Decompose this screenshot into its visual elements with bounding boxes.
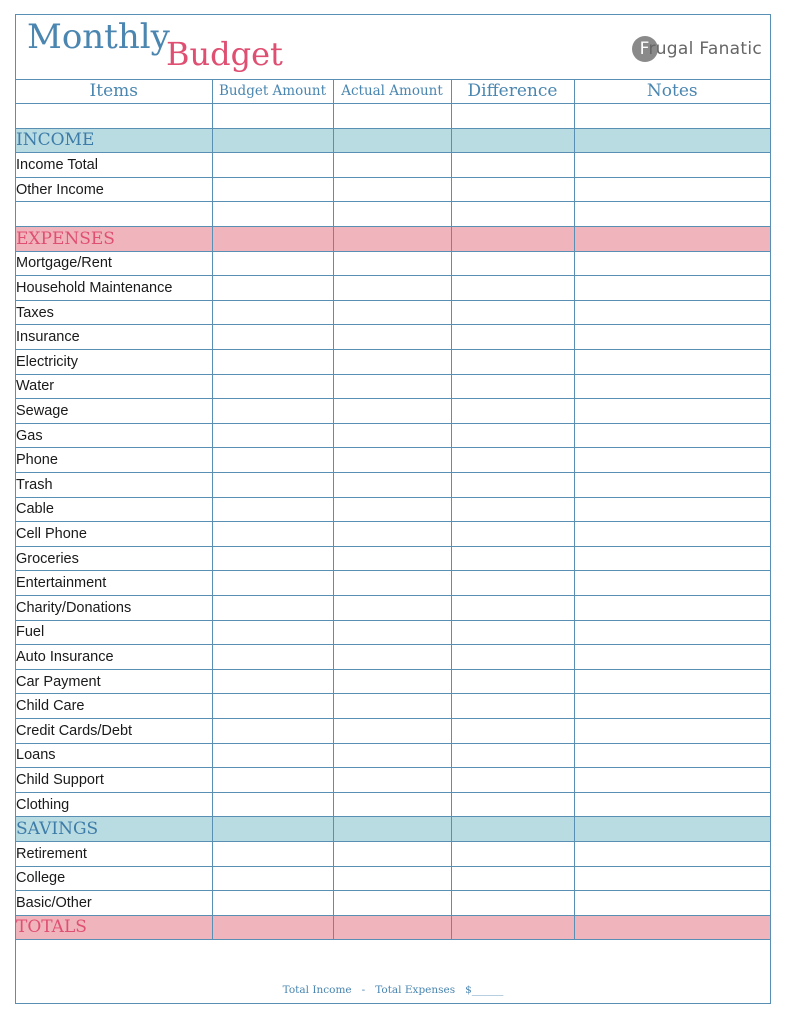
item-label: Fuel bbox=[16, 620, 212, 645]
actual-amount-cell[interactable] bbox=[333, 177, 451, 202]
column-header-difference: Difference bbox=[451, 79, 574, 104]
budget-amount-cell[interactable] bbox=[212, 792, 333, 817]
actual-amount-cell[interactable] bbox=[333, 350, 451, 375]
budget-amount-cell[interactable] bbox=[212, 718, 333, 743]
actual-amount-cell[interactable] bbox=[333, 202, 451, 227]
section-label-income: INCOME bbox=[16, 128, 212, 153]
item-label: Entertainment bbox=[16, 571, 212, 596]
difference-cell[interactable] bbox=[451, 915, 574, 940]
item-label: Groceries bbox=[16, 546, 212, 571]
item-label: Credit Cards/Debt bbox=[16, 718, 212, 743]
notes-cell[interactable] bbox=[574, 325, 770, 350]
actual-amount-cell[interactable] bbox=[333, 669, 451, 694]
item-label: Water bbox=[16, 374, 212, 399]
actual-amount-cell[interactable] bbox=[333, 399, 451, 424]
budget-amount-cell[interactable] bbox=[212, 350, 333, 375]
budget-amount-cell[interactable] bbox=[212, 817, 333, 842]
table-row bbox=[16, 374, 770, 399]
actual-amount-cell[interactable] bbox=[333, 128, 451, 153]
table-row bbox=[16, 497, 770, 522]
budget-amount-cell[interactable] bbox=[212, 448, 333, 473]
section-row-expenses bbox=[16, 227, 770, 252]
notes-cell[interactable] bbox=[574, 841, 770, 866]
item-label: Child Support bbox=[16, 768, 212, 793]
notes-cell[interactable] bbox=[574, 792, 770, 817]
notes-cell[interactable] bbox=[574, 915, 770, 940]
notes-cell[interactable] bbox=[574, 817, 770, 842]
brand-logo bbox=[632, 36, 762, 62]
actual-amount-cell[interactable] bbox=[333, 571, 451, 596]
table-row bbox=[16, 473, 770, 498]
budget-amount-cell[interactable] bbox=[212, 227, 333, 252]
item-label: College bbox=[16, 866, 212, 891]
notes-cell[interactable] bbox=[574, 374, 770, 399]
actual-amount-cell[interactable] bbox=[333, 276, 451, 301]
notes-cell[interactable] bbox=[574, 399, 770, 424]
budget-amount-cell[interactable] bbox=[212, 374, 333, 399]
budget-amount-cell[interactable] bbox=[212, 325, 333, 350]
notes-cell[interactable] bbox=[574, 768, 770, 793]
actual-amount-cell[interactable] bbox=[333, 227, 451, 252]
item-label: Insurance bbox=[16, 325, 212, 350]
table-row bbox=[16, 866, 770, 891]
notes-cell[interactable] bbox=[574, 546, 770, 571]
budget-amount-cell[interactable] bbox=[212, 423, 333, 448]
budget-amount-cell[interactable] bbox=[212, 399, 333, 424]
budget-amount-cell[interactable] bbox=[212, 768, 333, 793]
notes-cell[interactable] bbox=[574, 473, 770, 498]
notes-cell[interactable] bbox=[574, 276, 770, 301]
budget-amount-cell[interactable] bbox=[212, 620, 333, 645]
budget-amount-cell[interactable] bbox=[212, 595, 333, 620]
difference-cell[interactable] bbox=[451, 128, 574, 153]
notes-cell[interactable] bbox=[574, 202, 770, 227]
notes-cell[interactable] bbox=[574, 522, 770, 547]
item-label: Basic/Other bbox=[16, 891, 212, 916]
section-row-income bbox=[16, 128, 770, 153]
item-label: Auto Insurance bbox=[16, 645, 212, 670]
table-row bbox=[16, 620, 770, 645]
footer-dollar-blank: $______ bbox=[465, 984, 504, 996]
footer-minus: - bbox=[361, 984, 366, 996]
actual-amount-cell[interactable] bbox=[333, 891, 451, 916]
budget-amount-cell[interactable] bbox=[212, 866, 333, 891]
budget-amount-cell[interactable] bbox=[212, 546, 333, 571]
actual-amount-cell[interactable] bbox=[333, 473, 451, 498]
notes-cell[interactable] bbox=[574, 153, 770, 178]
difference-cell[interactable] bbox=[451, 669, 574, 694]
actual-amount-cell[interactable] bbox=[333, 497, 451, 522]
difference-cell[interactable] bbox=[451, 276, 574, 301]
item-label: Clothing bbox=[16, 792, 212, 817]
budget-amount-cell[interactable] bbox=[212, 522, 333, 547]
budget-amount-cell[interactable] bbox=[212, 177, 333, 202]
actual-amount-cell[interactable] bbox=[333, 104, 451, 129]
item-label: Car Payment bbox=[16, 669, 212, 694]
section-label-savings: SAVINGS bbox=[16, 817, 212, 842]
notes-cell[interactable] bbox=[574, 128, 770, 153]
difference-cell[interactable] bbox=[451, 595, 574, 620]
notes-cell[interactable] bbox=[574, 423, 770, 448]
item-label: Taxes bbox=[16, 300, 212, 325]
section-row-savings bbox=[16, 817, 770, 842]
actual-amount-cell[interactable] bbox=[333, 866, 451, 891]
item-label: Gas bbox=[16, 423, 212, 448]
notes-cell[interactable] bbox=[574, 595, 770, 620]
difference-cell[interactable] bbox=[451, 448, 574, 473]
difference-cell[interactable] bbox=[451, 399, 574, 424]
item-label: Trash bbox=[16, 473, 212, 498]
table-row bbox=[16, 177, 770, 202]
section-label-totals: TOTALS bbox=[16, 915, 212, 940]
budget-sheet bbox=[15, 14, 771, 1004]
footer-total-expenses: Total Expenses bbox=[375, 984, 456, 996]
actual-amount-cell[interactable] bbox=[333, 325, 451, 350]
difference-cell[interactable] bbox=[451, 571, 574, 596]
notes-cell[interactable] bbox=[574, 227, 770, 252]
notes-cell[interactable] bbox=[574, 104, 770, 129]
actual-amount-cell[interactable] bbox=[333, 743, 451, 768]
notes-cell[interactable] bbox=[574, 891, 770, 916]
actual-amount-cell[interactable] bbox=[333, 595, 451, 620]
table-row bbox=[16, 718, 770, 743]
item-cell[interactable] bbox=[16, 104, 212, 129]
notes-cell[interactable] bbox=[574, 448, 770, 473]
actual-amount-cell[interactable] bbox=[333, 300, 451, 325]
table-row bbox=[16, 153, 770, 178]
column-header-notes: Notes bbox=[574, 79, 770, 104]
notes-cell[interactable] bbox=[574, 645, 770, 670]
table-row bbox=[16, 399, 770, 424]
actual-amount-cell[interactable] bbox=[333, 251, 451, 276]
column-header-items: Items bbox=[16, 79, 212, 104]
actual-amount-cell[interactable] bbox=[333, 841, 451, 866]
blank-row bbox=[16, 104, 770, 129]
table-row bbox=[16, 202, 770, 227]
actual-amount-cell[interactable] bbox=[333, 645, 451, 670]
difference-cell[interactable] bbox=[451, 300, 574, 325]
notes-cell[interactable] bbox=[574, 571, 770, 596]
notes-cell[interactable] bbox=[574, 350, 770, 375]
notes-cell[interactable] bbox=[574, 718, 770, 743]
difference-cell[interactable] bbox=[451, 891, 574, 916]
table-row bbox=[16, 669, 770, 694]
item-label: Loans bbox=[16, 743, 212, 768]
difference-cell[interactable] bbox=[451, 841, 574, 866]
actual-amount-cell[interactable] bbox=[333, 620, 451, 645]
difference-cell[interactable] bbox=[451, 522, 574, 547]
difference-cell[interactable] bbox=[451, 743, 574, 768]
budget-amount-cell[interactable] bbox=[212, 645, 333, 670]
item-label: Mortgage/Rent bbox=[16, 251, 212, 276]
actual-amount-cell[interactable] bbox=[333, 694, 451, 719]
item-label: Electricity bbox=[16, 350, 212, 375]
table-row bbox=[16, 350, 770, 375]
table-row bbox=[16, 300, 770, 325]
actual-amount-cell[interactable] bbox=[333, 768, 451, 793]
table-row bbox=[16, 768, 770, 793]
difference-cell[interactable] bbox=[451, 251, 574, 276]
item-label: Charity/Donations bbox=[16, 595, 212, 620]
notes-cell[interactable] bbox=[574, 497, 770, 522]
table-row bbox=[16, 276, 770, 301]
actual-amount-cell[interactable] bbox=[333, 546, 451, 571]
column-header-budget-amount: Budget Amount bbox=[212, 79, 333, 104]
table-row bbox=[16, 841, 770, 866]
table-row bbox=[16, 423, 770, 448]
item-label: Sewage bbox=[16, 399, 212, 424]
item-label: Cable bbox=[16, 497, 212, 522]
item-label: Household Maintenance bbox=[16, 276, 212, 301]
difference-cell[interactable] bbox=[451, 546, 574, 571]
actual-amount-cell[interactable] bbox=[333, 817, 451, 842]
table-row bbox=[16, 645, 770, 670]
item-label bbox=[16, 202, 212, 227]
section-row-totals bbox=[16, 915, 770, 940]
column-header-actual-amount: Actual Amount bbox=[333, 79, 451, 104]
actual-amount-cell[interactable] bbox=[333, 448, 451, 473]
table-row bbox=[16, 448, 770, 473]
difference-cell[interactable] bbox=[451, 104, 574, 129]
table-row bbox=[16, 694, 770, 719]
actual-amount-cell[interactable] bbox=[333, 153, 451, 178]
notes-cell[interactable] bbox=[574, 669, 770, 694]
difference-cell[interactable] bbox=[451, 325, 574, 350]
table-row bbox=[16, 891, 770, 916]
table-row bbox=[16, 792, 770, 817]
difference-cell[interactable] bbox=[451, 202, 574, 227]
table-row bbox=[16, 251, 770, 276]
item-label: Child Care bbox=[16, 694, 212, 719]
brand-name bbox=[632, 36, 762, 62]
title-budget: Budget bbox=[166, 35, 283, 73]
table-row bbox=[16, 571, 770, 596]
difference-cell[interactable] bbox=[451, 817, 574, 842]
item-label: Retirement bbox=[16, 841, 212, 866]
notes-cell[interactable] bbox=[574, 300, 770, 325]
item-label: Other Income bbox=[16, 177, 212, 202]
difference-cell[interactable] bbox=[451, 768, 574, 793]
notes-cell[interactable] bbox=[574, 866, 770, 891]
difference-cell[interactable] bbox=[451, 620, 574, 645]
difference-cell[interactable] bbox=[451, 227, 574, 252]
budget-amount-cell[interactable] bbox=[212, 202, 333, 227]
actual-amount-cell[interactable] bbox=[333, 374, 451, 399]
budget-amount-cell[interactable] bbox=[212, 694, 333, 719]
item-label: Cell Phone bbox=[16, 522, 212, 547]
title-area bbox=[16, 15, 770, 80]
budget-amount-cell[interactable] bbox=[212, 497, 333, 522]
title-monthly: Monthly bbox=[27, 17, 170, 57]
budget-amount-cell[interactable] bbox=[212, 743, 333, 768]
difference-cell[interactable] bbox=[451, 694, 574, 719]
budget-amount-cell[interactable] bbox=[212, 128, 333, 153]
difference-cell[interactable] bbox=[451, 350, 574, 375]
actual-amount-cell[interactable] bbox=[333, 792, 451, 817]
actual-amount-cell[interactable] bbox=[333, 915, 451, 940]
notes-cell[interactable] bbox=[574, 620, 770, 645]
budget-amount-cell[interactable] bbox=[212, 104, 333, 129]
budget-amount-cell[interactable] bbox=[212, 473, 333, 498]
header-row bbox=[16, 79, 770, 104]
item-label: Income Total bbox=[16, 153, 212, 178]
difference-cell[interactable] bbox=[451, 473, 574, 498]
difference-cell[interactable] bbox=[451, 153, 574, 178]
difference-cell[interactable] bbox=[451, 177, 574, 202]
budget-amount-cell[interactable] bbox=[212, 571, 333, 596]
actual-amount-cell[interactable] bbox=[333, 718, 451, 743]
difference-cell[interactable] bbox=[451, 866, 574, 891]
difference-cell[interactable] bbox=[451, 497, 574, 522]
brand-rest: rugal Fanatic bbox=[648, 39, 762, 59]
budget-amount-cell[interactable] bbox=[212, 153, 333, 178]
budget-amount-cell[interactable] bbox=[212, 891, 333, 916]
notes-cell[interactable] bbox=[574, 251, 770, 276]
budget-amount-cell[interactable] bbox=[212, 915, 333, 940]
notes-cell[interactable] bbox=[574, 694, 770, 719]
footer-total-income: Total Income bbox=[282, 984, 352, 996]
budget-amount-cell[interactable] bbox=[212, 251, 333, 276]
table-row bbox=[16, 743, 770, 768]
budget-table bbox=[16, 79, 770, 940]
budget-amount-cell[interactable] bbox=[212, 276, 333, 301]
actual-amount-cell[interactable] bbox=[333, 522, 451, 547]
table-row bbox=[16, 522, 770, 547]
difference-cell[interactable] bbox=[451, 374, 574, 399]
section-label-expenses: EXPENSES bbox=[16, 227, 212, 252]
budget-amount-cell[interactable] bbox=[212, 300, 333, 325]
actual-amount-cell[interactable] bbox=[333, 423, 451, 448]
budget-amount-cell[interactable] bbox=[212, 841, 333, 866]
difference-cell[interactable] bbox=[451, 718, 574, 743]
item-label: Phone bbox=[16, 448, 212, 473]
difference-cell[interactable] bbox=[451, 423, 574, 448]
brand-first-letter: F bbox=[639, 39, 649, 59]
table-row bbox=[16, 325, 770, 350]
notes-cell[interactable] bbox=[574, 177, 770, 202]
budget-amount-cell[interactable] bbox=[212, 669, 333, 694]
table-row bbox=[16, 595, 770, 620]
notes-cell[interactable] bbox=[574, 743, 770, 768]
table-row bbox=[16, 546, 770, 571]
footer-summary bbox=[16, 977, 770, 1003]
difference-cell[interactable] bbox=[451, 792, 574, 817]
difference-cell[interactable] bbox=[451, 645, 574, 670]
